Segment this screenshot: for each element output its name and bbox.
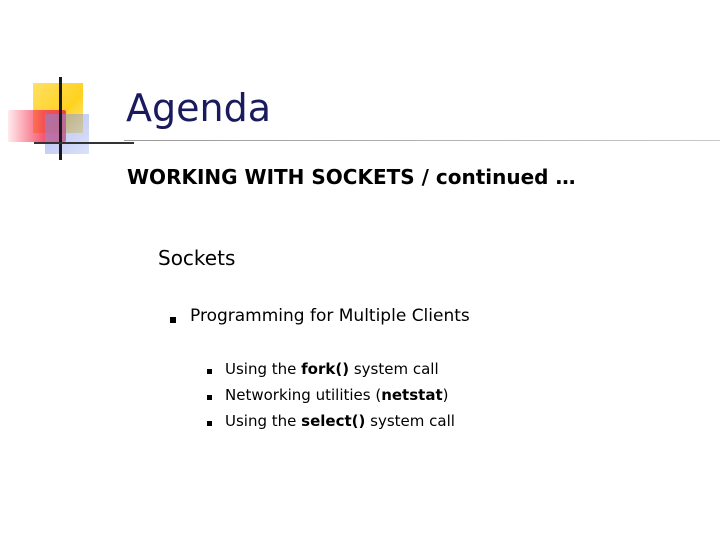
topic-heading: Sockets — [158, 246, 236, 270]
list-item-prefix: Using the — [225, 360, 302, 378]
list-item-prefix: Networking utilities ( — [225, 386, 382, 404]
list-item-prefix: Using the — [225, 412, 302, 430]
decorative-blue-square — [45, 114, 89, 154]
subtopic-label: Programming for Multiple Clients — [190, 306, 470, 326]
list-item-text — [225, 412, 455, 430]
square-bullet-icon — [170, 317, 176, 323]
slide-title: Agenda — [126, 86, 271, 130]
decorative-vertical-line — [59, 77, 62, 160]
list-item-text — [225, 386, 448, 404]
list-item-suffix: system call — [349, 360, 439, 378]
list-item-keyword: select() — [301, 412, 366, 430]
list-item-text — [225, 360, 439, 378]
slide-subtitle: WORKING WITH SOCKETS / continued … — [127, 165, 576, 189]
square-bullet-icon — [207, 395, 212, 400]
list-item-suffix: system call — [365, 412, 455, 430]
square-bullet-icon — [207, 369, 212, 374]
list-item-keyword: netstat — [381, 386, 443, 404]
title-underline — [124, 140, 720, 141]
list-item-keyword: fork() — [301, 360, 350, 378]
square-bullet-icon — [207, 421, 212, 426]
list-item-suffix: ) — [442, 386, 449, 404]
decorative-horizontal-line — [34, 142, 134, 144]
